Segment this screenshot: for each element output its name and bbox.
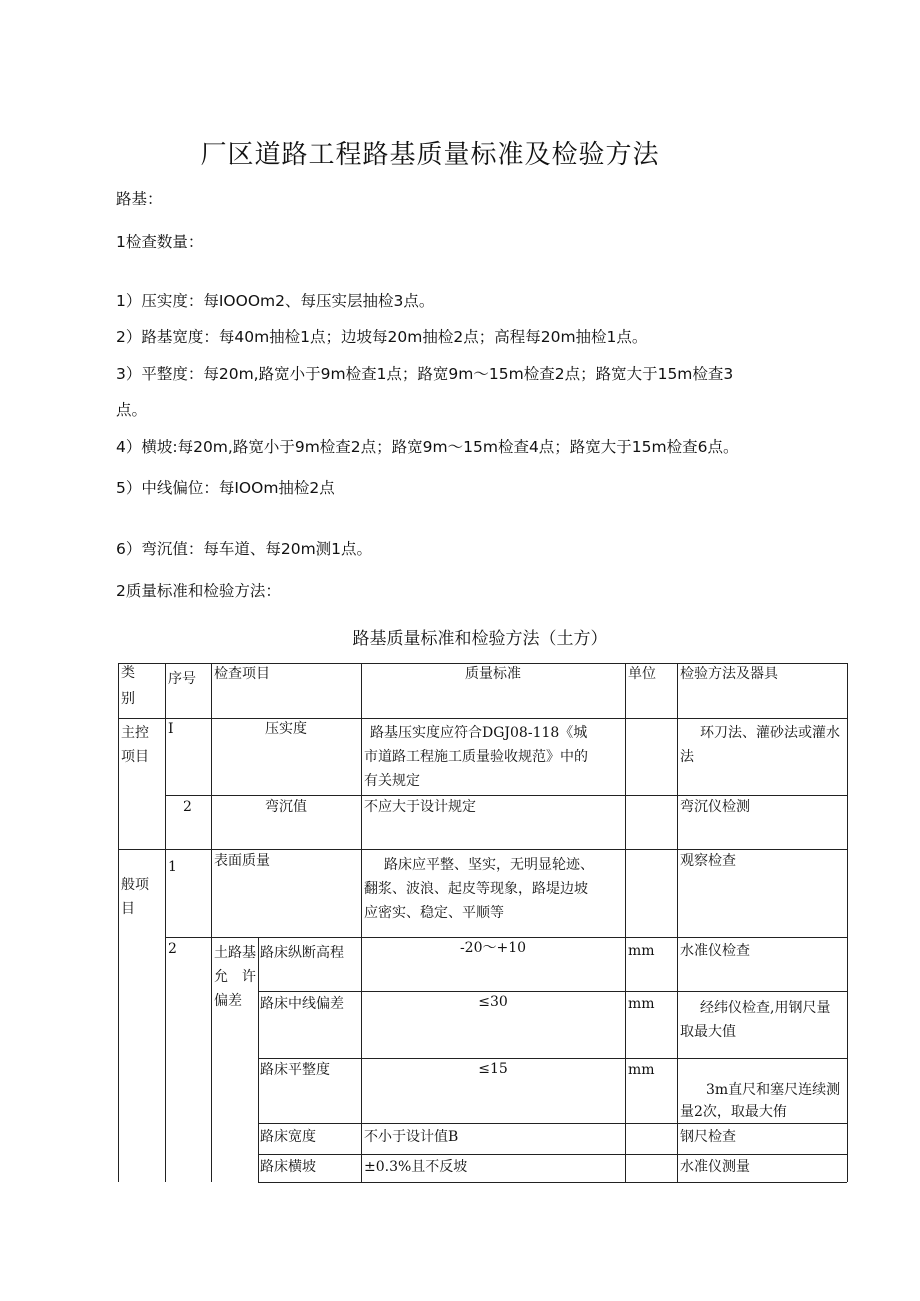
sub-unit: mm — [628, 943, 655, 959]
text-line: 4）横坡:每20m,路宽小于9m检查2点；路宽9m～15m检查4点；路宽大于15m检查6点。 — [116, 438, 739, 456]
item-1-heading: 1检查数量： — [116, 233, 204, 251]
sub-method: 经纬仪检查,用钢尺量 — [700, 1000, 831, 1016]
deviation-group-label: 允 许 — [214, 969, 256, 985]
sub-standard: 不小于设计值B — [364, 1129, 459, 1145]
row-seq: I — [168, 721, 174, 737]
sub-standard: ≤30 — [478, 994, 508, 1010]
sub-method: 量2次，取最大侑 — [680, 1104, 787, 1120]
general-category-1: 般项 — [121, 877, 149, 893]
sub-standard: ±0.3%且不反坡 — [364, 1159, 468, 1175]
main-category-2: 项目 — [121, 749, 149, 765]
text-line: 2）路基宽度：每40m抽检1点；边坡每20m抽检2点；高程每20m抽检1点。 — [116, 328, 648, 346]
text-line: 5）中线偏位：每IOOm抽检2点 — [116, 479, 335, 497]
sub-method: 取最大值 — [680, 1024, 736, 1040]
sub-item: 路床宽度 — [260, 1129, 316, 1145]
sub-method: 钢尺检查 — [680, 1129, 736, 1145]
deviation-group-label: 偏差 — [214, 993, 242, 1009]
section-heading: 路基： — [116, 190, 163, 208]
sub-standard: ≤15 — [478, 1061, 508, 1077]
header-unit: 单位 — [628, 666, 656, 682]
sub-item: 路床横坡 — [260, 1159, 316, 1175]
header-standard: 质量标准 — [465, 666, 521, 682]
row-method: 弯沉仪检测 — [680, 799, 750, 815]
deviation-group-label: 土路基 — [214, 945, 256, 961]
sub-item: 路床平整度 — [260, 1062, 330, 1078]
row-standard: 路基压实度应符合DGJ08-118《城 — [370, 725, 588, 741]
row-standard: 市道路工程施工质量验收规范》中的 — [364, 749, 588, 765]
header-method: 检验方法及器具 — [680, 666, 778, 682]
row-method: 观察检查 — [680, 853, 736, 869]
header-item: 检查项目 — [214, 666, 270, 682]
header-category-2: 别 — [121, 691, 135, 707]
row-item: 压实度 — [265, 721, 307, 737]
row-seq: 1 — [168, 859, 177, 875]
sub-method: 3m直尺和塞尺连续测 — [706, 1082, 841, 1098]
row-standard: 有关规定 — [364, 773, 420, 789]
main-category-1: 主控 — [121, 725, 149, 741]
header-category-1: 类 — [121, 665, 135, 681]
sub-item: 路床中线偏差 — [260, 996, 344, 1012]
page-title: 厂区道路工程路基质量标准及检验方法 — [200, 140, 660, 170]
table-title: 路基质量标准和检验方法（土方） — [352, 629, 608, 649]
sub-method: 水准仪测量 — [680, 1159, 750, 1175]
text-line: 1）压实度：每IOOOm2、每压实层抽检3点。 — [116, 292, 435, 310]
item-2-heading: 2质量标准和检验方法： — [116, 582, 281, 600]
header-seq: 序号 — [168, 671, 196, 687]
row-standard: 路床应平整、坚实，无明显轮迹、 — [384, 857, 594, 873]
row-item: 弯沉值 — [265, 799, 307, 815]
sub-standard: -20～+10 — [459, 940, 527, 956]
row-method: 法 — [680, 749, 694, 765]
sub-item: 路床纵断高程 — [260, 945, 344, 961]
row-item: 表面质量 — [214, 853, 270, 869]
row-standard: 应密实、稳定、平顺等 — [364, 905, 504, 921]
sub-unit: mm — [628, 1062, 655, 1078]
sub-unit: mm — [628, 996, 655, 1012]
row-standard: 不应大于设计规定 — [364, 799, 476, 815]
row-seq: 2 — [168, 941, 177, 957]
text-line: 点。 — [116, 401, 148, 419]
general-category-2: 目 — [121, 901, 135, 917]
sub-method: 水准仪检查 — [680, 943, 750, 959]
row-seq: 2 — [183, 799, 192, 815]
row-method: 环刀法、灌砂法或灌水 — [700, 725, 840, 741]
row-standard: 翻浆、波浪、起皮等现象，路堤边坡 — [364, 881, 588, 897]
text-line: 3）平整度：每20m,路宽小于9m检查1点；路宽9m～15m检查2点；路宽大于15m检查3 — [116, 365, 734, 383]
text-line: 6）弯沉值：每车道、每20m测1点。 — [116, 540, 373, 558]
